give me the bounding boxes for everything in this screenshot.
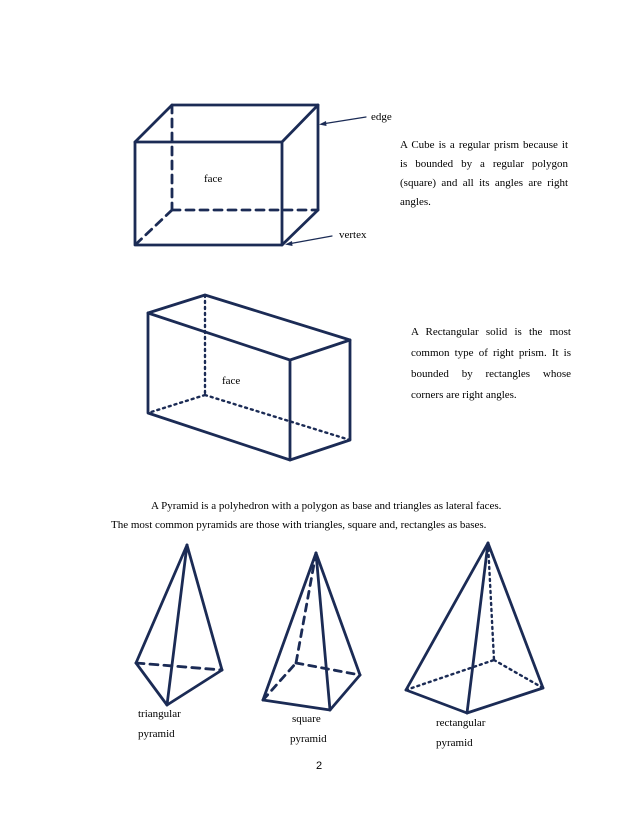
- triangular-pyramid-label-line2: pyramid: [138, 728, 175, 740]
- rectangular-pyramid-figure: [406, 543, 543, 713]
- rectangular-pyramid-label-line1: rectangular: [436, 717, 486, 729]
- cube-pointers: [288, 117, 366, 244]
- square-pyramid-label-line1: square: [292, 713, 321, 725]
- cube-edge-label: edge: [371, 111, 392, 123]
- cube-vertex-label: vertex: [339, 229, 367, 241]
- triangular-pyramid-figure: [136, 545, 222, 705]
- rect-solid-face-label: face: [222, 375, 241, 387]
- edge-arrowhead: [319, 121, 327, 126]
- pyramid-intro-line2: The most common pyramids are those with triangles, square and, rectangles as bases.: [111, 519, 487, 531]
- triangular-pyramid-label-line1: triangular: [138, 708, 181, 720]
- square-pyramid-figure: [263, 553, 360, 710]
- cube-face-label: face: [204, 173, 223, 185]
- pyramid-intro-line1: A Pyramid is a polyhedron with a polygon as base and triangles as lateral faces.: [151, 500, 502, 512]
- cube-description: A Cube is a regular prism because it is bounded by a regular polygon (square) and all its angles are right angles.: [400, 139, 568, 208]
- page-number: 2: [315, 760, 323, 772]
- square-pyramid-label-line2: pyramid: [290, 733, 327, 745]
- rect-solid-description: A Rectangular solid is the most common type of right prism. It is bounded by rectangles whose corners are right angles.: [411, 326, 571, 401]
- cube-figure: [135, 105, 318, 245]
- rectangular-solid-figure: [148, 295, 350, 460]
- rectangular-pyramid-label-line2: pyramid: [436, 737, 473, 749]
